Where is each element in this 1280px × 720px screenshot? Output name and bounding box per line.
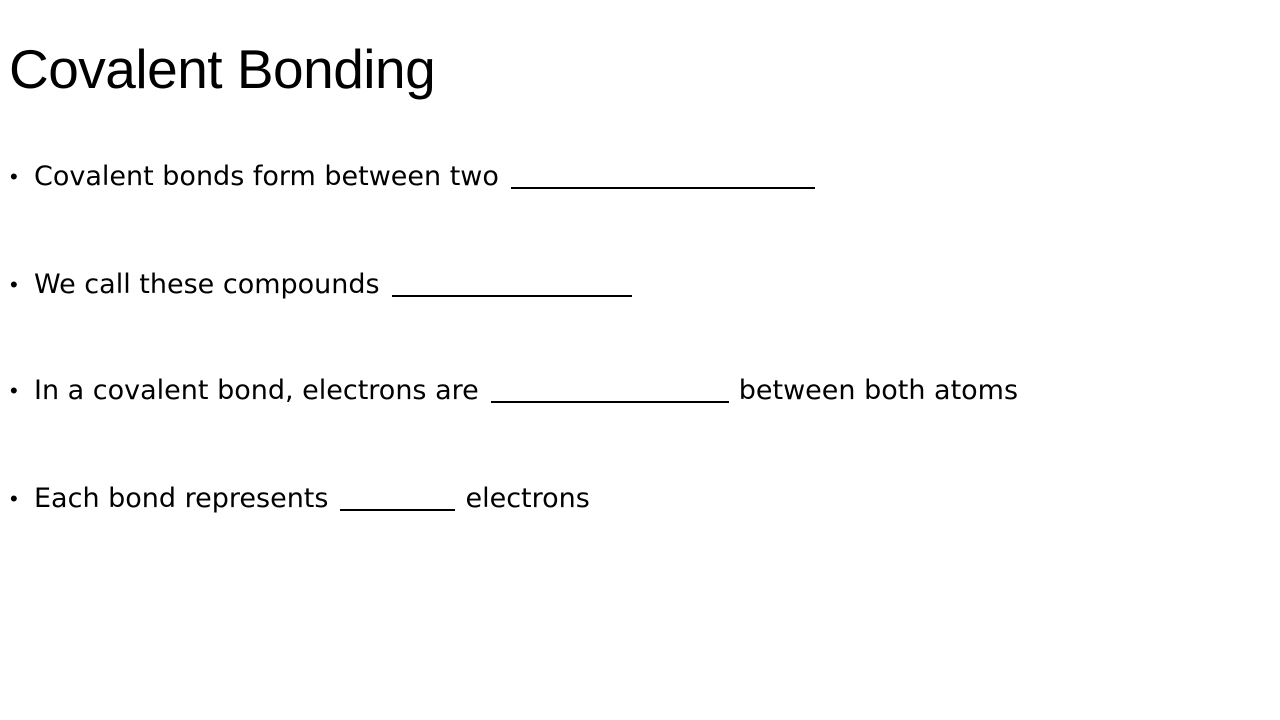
- bullet-point-icon: •: [10, 164, 18, 189]
- bullet-text-after: between both atoms: [738, 375, 1019, 406]
- bullet-point-icon: •: [10, 378, 18, 403]
- bullet-item: [10, 265, 642, 305]
- fill-in-blank: [340, 483, 455, 511]
- bullet-item: [10, 479, 590, 519]
- bullet-text: In a covalent bond, electrons are: [34, 375, 479, 406]
- fill-in-blank: [491, 375, 729, 403]
- slide-title: Covalent Bonding: [9, 38, 436, 100]
- bullet-item: [10, 157, 825, 197]
- bullet-text: Covalent bonds form between two: [34, 161, 499, 192]
- bullet-point-icon: •: [10, 486, 18, 511]
- fill-in-blank: [392, 269, 632, 297]
- fill-in-blank: [511, 161, 815, 189]
- bullet-text-after: electrons: [465, 483, 590, 514]
- bullet-text: We call these compounds: [34, 269, 380, 300]
- bullet-item: [10, 371, 1018, 411]
- bullet-text: Each bond represents: [34, 483, 329, 514]
- bullet-point-icon: •: [10, 272, 18, 297]
